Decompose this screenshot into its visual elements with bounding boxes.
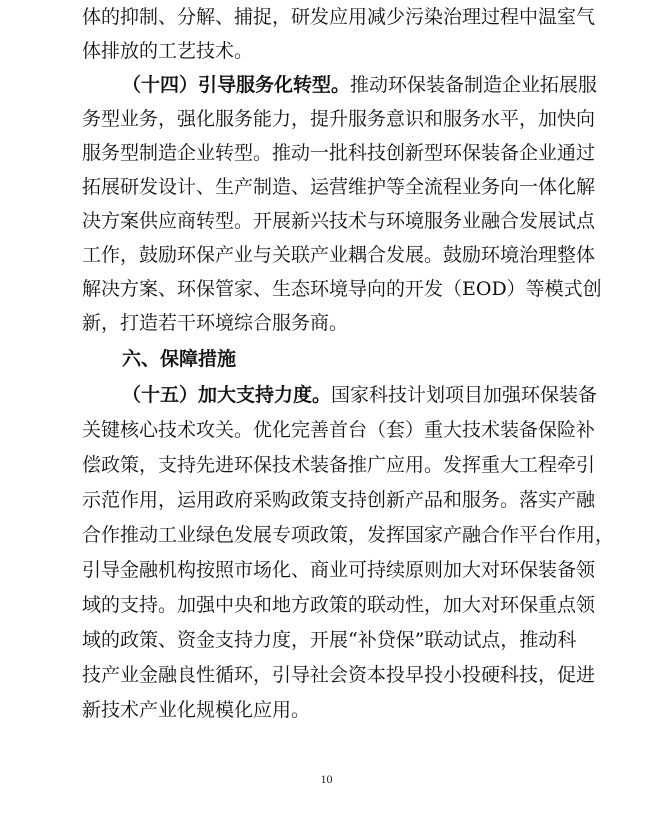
section-heading: 六、保障措施 [122, 348, 237, 370]
body-line: 决方案供应商转型。开展新兴技术与环境服务业融合发展试点 [82, 210, 596, 232]
body-line: 新技术产业化规模化应用。 [82, 699, 311, 721]
body-line: 引导金融机构按照市场化、商业可持续原则加大对环保装备领 [82, 559, 596, 581]
body-line: 工作，鼓励环保产业与关联产业耦合发展。鼓励环境治理整体 [82, 244, 596, 266]
body-line: 拓展研发设计、生产制造、运营维护等全流程业务向一体化解 [82, 176, 596, 198]
body-line: 体的抑制、分解、捕捉，研发应用减少污染治理过程中温室气 [82, 6, 596, 28]
body-line: 解决方案、环保管家、生态环境导向的开发（EOD）等模式创 [82, 278, 602, 300]
body-line: 域的政策、资金支持力度，开展“补贷保”联动试点，推动科 [82, 629, 577, 651]
item15-first-line-text: 国家科技计划项目加强环保装备 [331, 384, 598, 406]
item14-title: （十四）引导服务化转型。 [122, 74, 351, 96]
body-line: 技产业金融良性循环，引导社会资本投早投小投硬科技，促进 [82, 664, 596, 686]
body-line: 合作推动工业绿色发展专项政策，发挥国家产融合作平台作用， [82, 524, 615, 546]
body-line: 示范作用，运用政府采购政策支持创新产品和服务。落实产融 [82, 489, 596, 511]
body-line: 关键核心技术攻关。优化完善首台（套）重大技术装备保险补 [82, 419, 596, 441]
item15-first-line [122, 378, 598, 412]
body-line: 体排放的工艺技术。 [82, 40, 254, 62]
item14-first-line [122, 68, 598, 102]
body-line: 务型业务，强化服务能力，提升服务意识和服务水平，加快向 [82, 108, 596, 130]
body-line: 服务型制造企业转型。推动一批科技创新型环保装备企业通过 [82, 142, 596, 164]
item14-first-line-text: 推动环保装备制造企业拓展服 [350, 74, 598, 96]
page-number: 10 [320, 772, 333, 786]
item15-title: （十五）加大支持力度。 [122, 384, 332, 406]
body-line: 域的支持。加强中央和地方政策的联动性，加大对环保重点领 [82, 594, 596, 616]
body-line: 新，打造若干环境综合服务商。 [82, 312, 349, 334]
body-line: 偿政策，支持先进环保技术装备推广应用。发挥重大工程牵引 [82, 454, 596, 476]
